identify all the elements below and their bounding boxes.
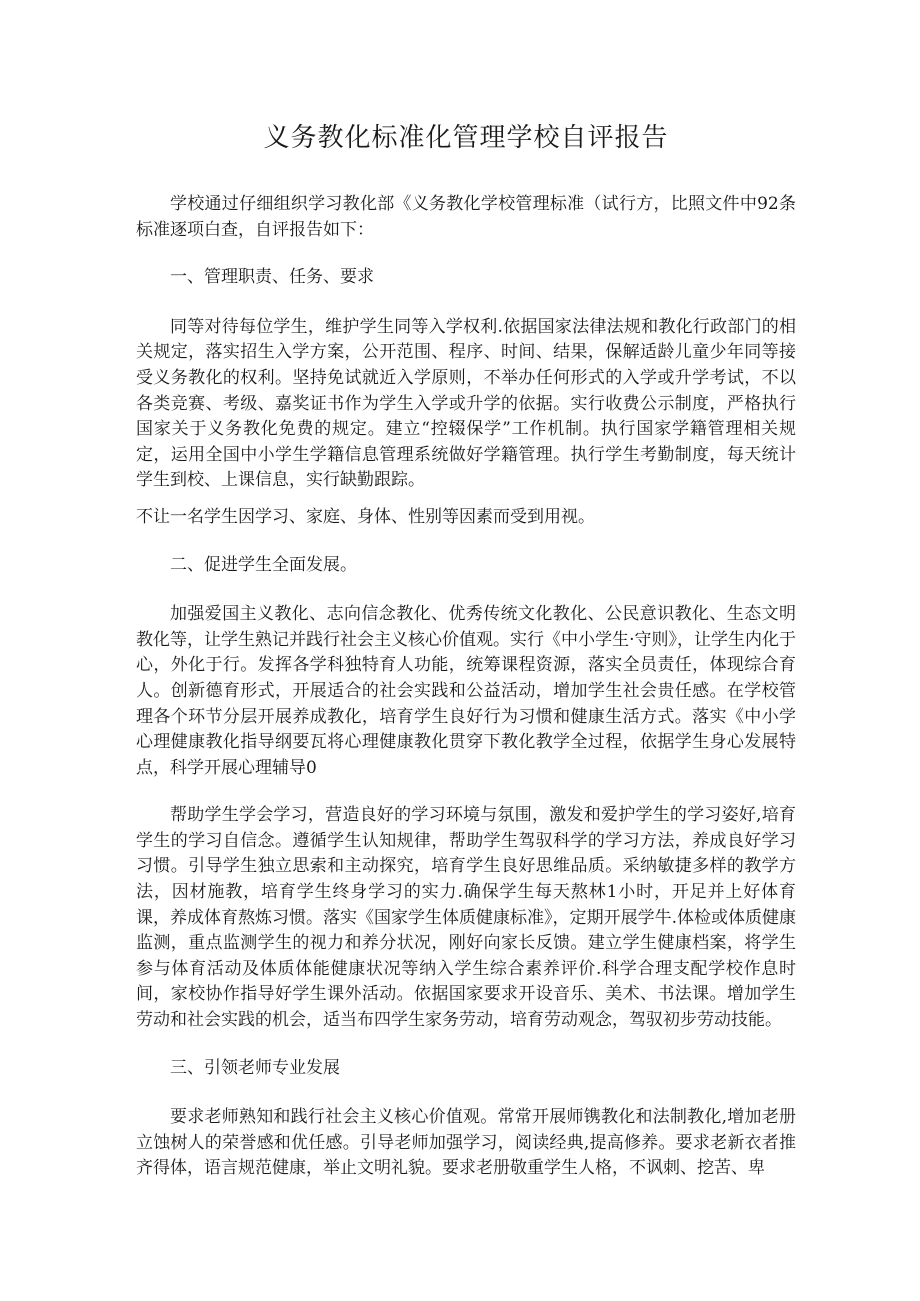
section-heading-2: 二、促进学生全面发展。	[170, 554, 357, 575]
document-page	[136, 118, 796, 1194]
section-1-paragraph-1: 同等对待每位学生，维护学生同等入学权利.依据国家法律法规和教化行政部门的相关规定，落实招生入学方案，公开范围、程序、时间、结果，保解适龄儿童少年同等接受义务教化的权利。坚持免试就近入学原则，不举办任何形式的入学或升学考试，不以各类竞赛、考级、嘉奖证书作为学生入学或升学的依据。实行收费公示制度，严格执行国家关于义务教化免费的规定。建立“控辍保学”工作机制。执行国家学籍管理相关规定，运用全国中小学生学籍信息管理系统做好学籍管理。执行学生考勤制度，每天统计学生到校、上课信息，实行缺勤跟踪。	[136, 316, 796, 491]
section-heading-3: 三、引领老师专业发展	[170, 1057, 340, 1078]
section-heading-1: 一、管理职责、任务、要求	[170, 267, 374, 288]
section-1-paragraph-2: 不让一名学生因学习、家庭、身体、性别等因素而受到用视。	[136, 506, 595, 527]
section-2-paragraph-2: 帮助学生学会学习，营造良好的学习环境与氛围，激发和爱护学生的学习姿好,培育学生的学习自信念。遵循学生认知规律，帮助学生驾驭科学的学习方法，养成良好学习习惯。引导学生独立思索和主动探究，培育学生良好思维品质。采纳敏捷多样的教学方法，因材施教，培育学生终身学习的实力.确保学生每天熬林1小时，开足并上好体育课，养成体育熬炼习惯。落实《国家学生体质健康标准》，定期开展学牛.体检或体质健康监测，重点监测学生的视力和养分状况，刚好向家长反馈。建立学生健康档案，将学生参与体育活动及体质体能健康状况等纳入学生综合素养评价.科学合理支配学校作息时间，家校协作指导好学生课外活动。依据国家要求开设音乐、美术、书法课。增加学生劳动和社会实践的机会，适当布四学生家务劳动，培育劳动观念，驾驭初步劳动技能。	[136, 805, 796, 1031]
document-title: 义务教化标准化管理学校自评报告	[263, 123, 669, 153]
section-2-paragraph-1: 加强爱国主义教化、志向信念教化、优秀传统文化教化、公民意识教化、生态文明教化等，让学生熟记并践行社会主义核心价值观。实行《中小学生·守则》，让学生内化于心，外化于行。发挥各学科独特育人功能，统筹课程资源，落实全员责任，体现综合育人。创新德育形式，开展适合的社会实践和公益活动，增加学生社会贵任感。在学校管理各个环节分层开展养成教化，培育学生良好行为习惯和健康生活方式。落实《中小学心理健康教化指导纲要瓦将心理健康教化贯穿下教化教学全过程，依据学生身心发展特点，科学开展心理辅导0	[136, 604, 796, 778]
section-3-paragraph-1: 要求老师熟知和践行社会主义核心价值观。常常开展师镌教化和法制教化,增加老册立蚀树人的荣誉感和优任感。引导老师加强学习，阅读经典,提高修养。要求老新衣者推齐得体，语言规范健康，举止文明礼貌。要求老册敬重学生人格，不讽刺、挖苦、卑	[136, 1107, 796, 1179]
intro-paragraph: 学校通过仔细组织学习教化部《义务教化学校管理标准（试行方，比照文件中92条标准逐项白查，自评报告如下：	[136, 194, 796, 240]
